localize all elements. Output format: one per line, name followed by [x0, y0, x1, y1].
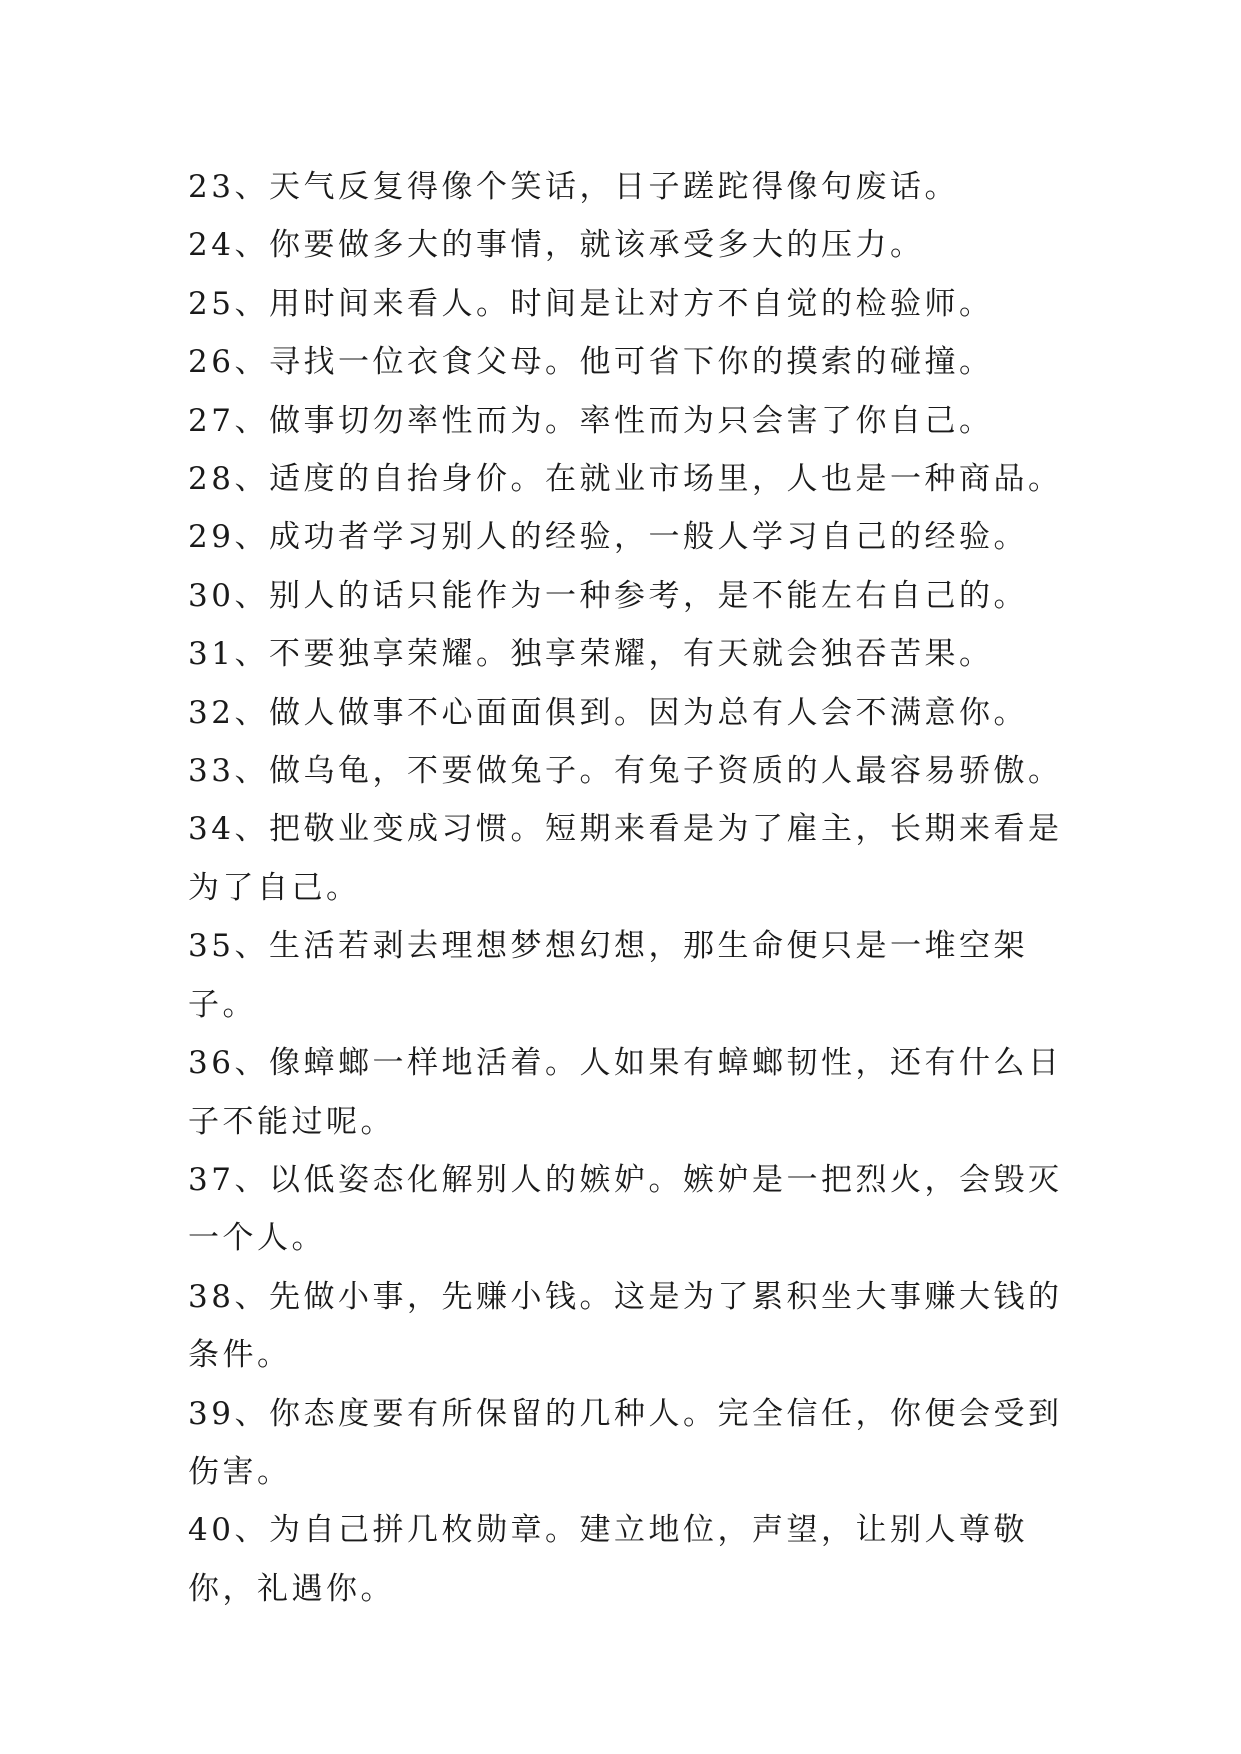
list-item: 26、寻找一位衣食父母。他可省下你的摸索的碰撞。: [188, 344, 994, 381]
list-item: 38、先做小事，先赚小钱。这是为了累积坐大事赚大钱的条件。: [188, 1278, 1063, 1374]
list-item: 37、以低姿态化解别人的嫉妒。嫉妒是一把烈火，会毁灭一个人。: [188, 1161, 1063, 1257]
list-item: 33、做乌龟，不要做兔子。有兔子资质的人最容易骄傲。: [188, 753, 1063, 790]
list-item: 25、用时间来看人。时间是让对方不自觉的检验师。: [188, 285, 994, 322]
list-item: 30、别人的话只能作为一种参考，是不能左右自己的。: [188, 577, 1028, 614]
list-item: 35、生活若剥去理想梦想幻想，那生命便只是一堆空架子。: [188, 928, 1028, 1023]
list-item: 39、你态度要有所保留的几种人。完全信任，你便会受到伤害。: [188, 1395, 1063, 1490]
list-item: 32、做人做事不心面面俱到。因为总有人会不满意你。: [188, 694, 1028, 731]
list-item: 27、做事切勿率性而为。率性而为只会害了你自己。: [188, 402, 994, 439]
list-item: 40、为自己拼几枚勋章。建立地位，声望，让别人尊敬你，礼遇你。: [188, 1512, 1028, 1607]
list-item: 36、像蟑螂一样地活着。人如果有蟑螂韧性，还有什么日子不能过呢。: [188, 1045, 1063, 1140]
quote-list: [188, 158, 1088, 1618]
list-item: 31、不要独享荣耀。独享荣耀，有天就会独吞苦果。: [188, 636, 994, 673]
list-item: 28、适度的自抬身价。在就业市场里，人也是一种商品。: [188, 461, 1063, 498]
list-item: 34、把敬业变成习惯。短期来看是为了雇主，长期来看是为了自己。: [188, 811, 1063, 906]
list-item: 23、天气反复得像个笑话，日子蹉跎得像句废话。: [188, 169, 959, 205]
list-item: 24、你要做多大的事情，就该承受多大的压力。: [188, 227, 925, 264]
list-item: 29、成功者学习别人的经验，一般人学习自己的经验。: [188, 519, 1028, 556]
